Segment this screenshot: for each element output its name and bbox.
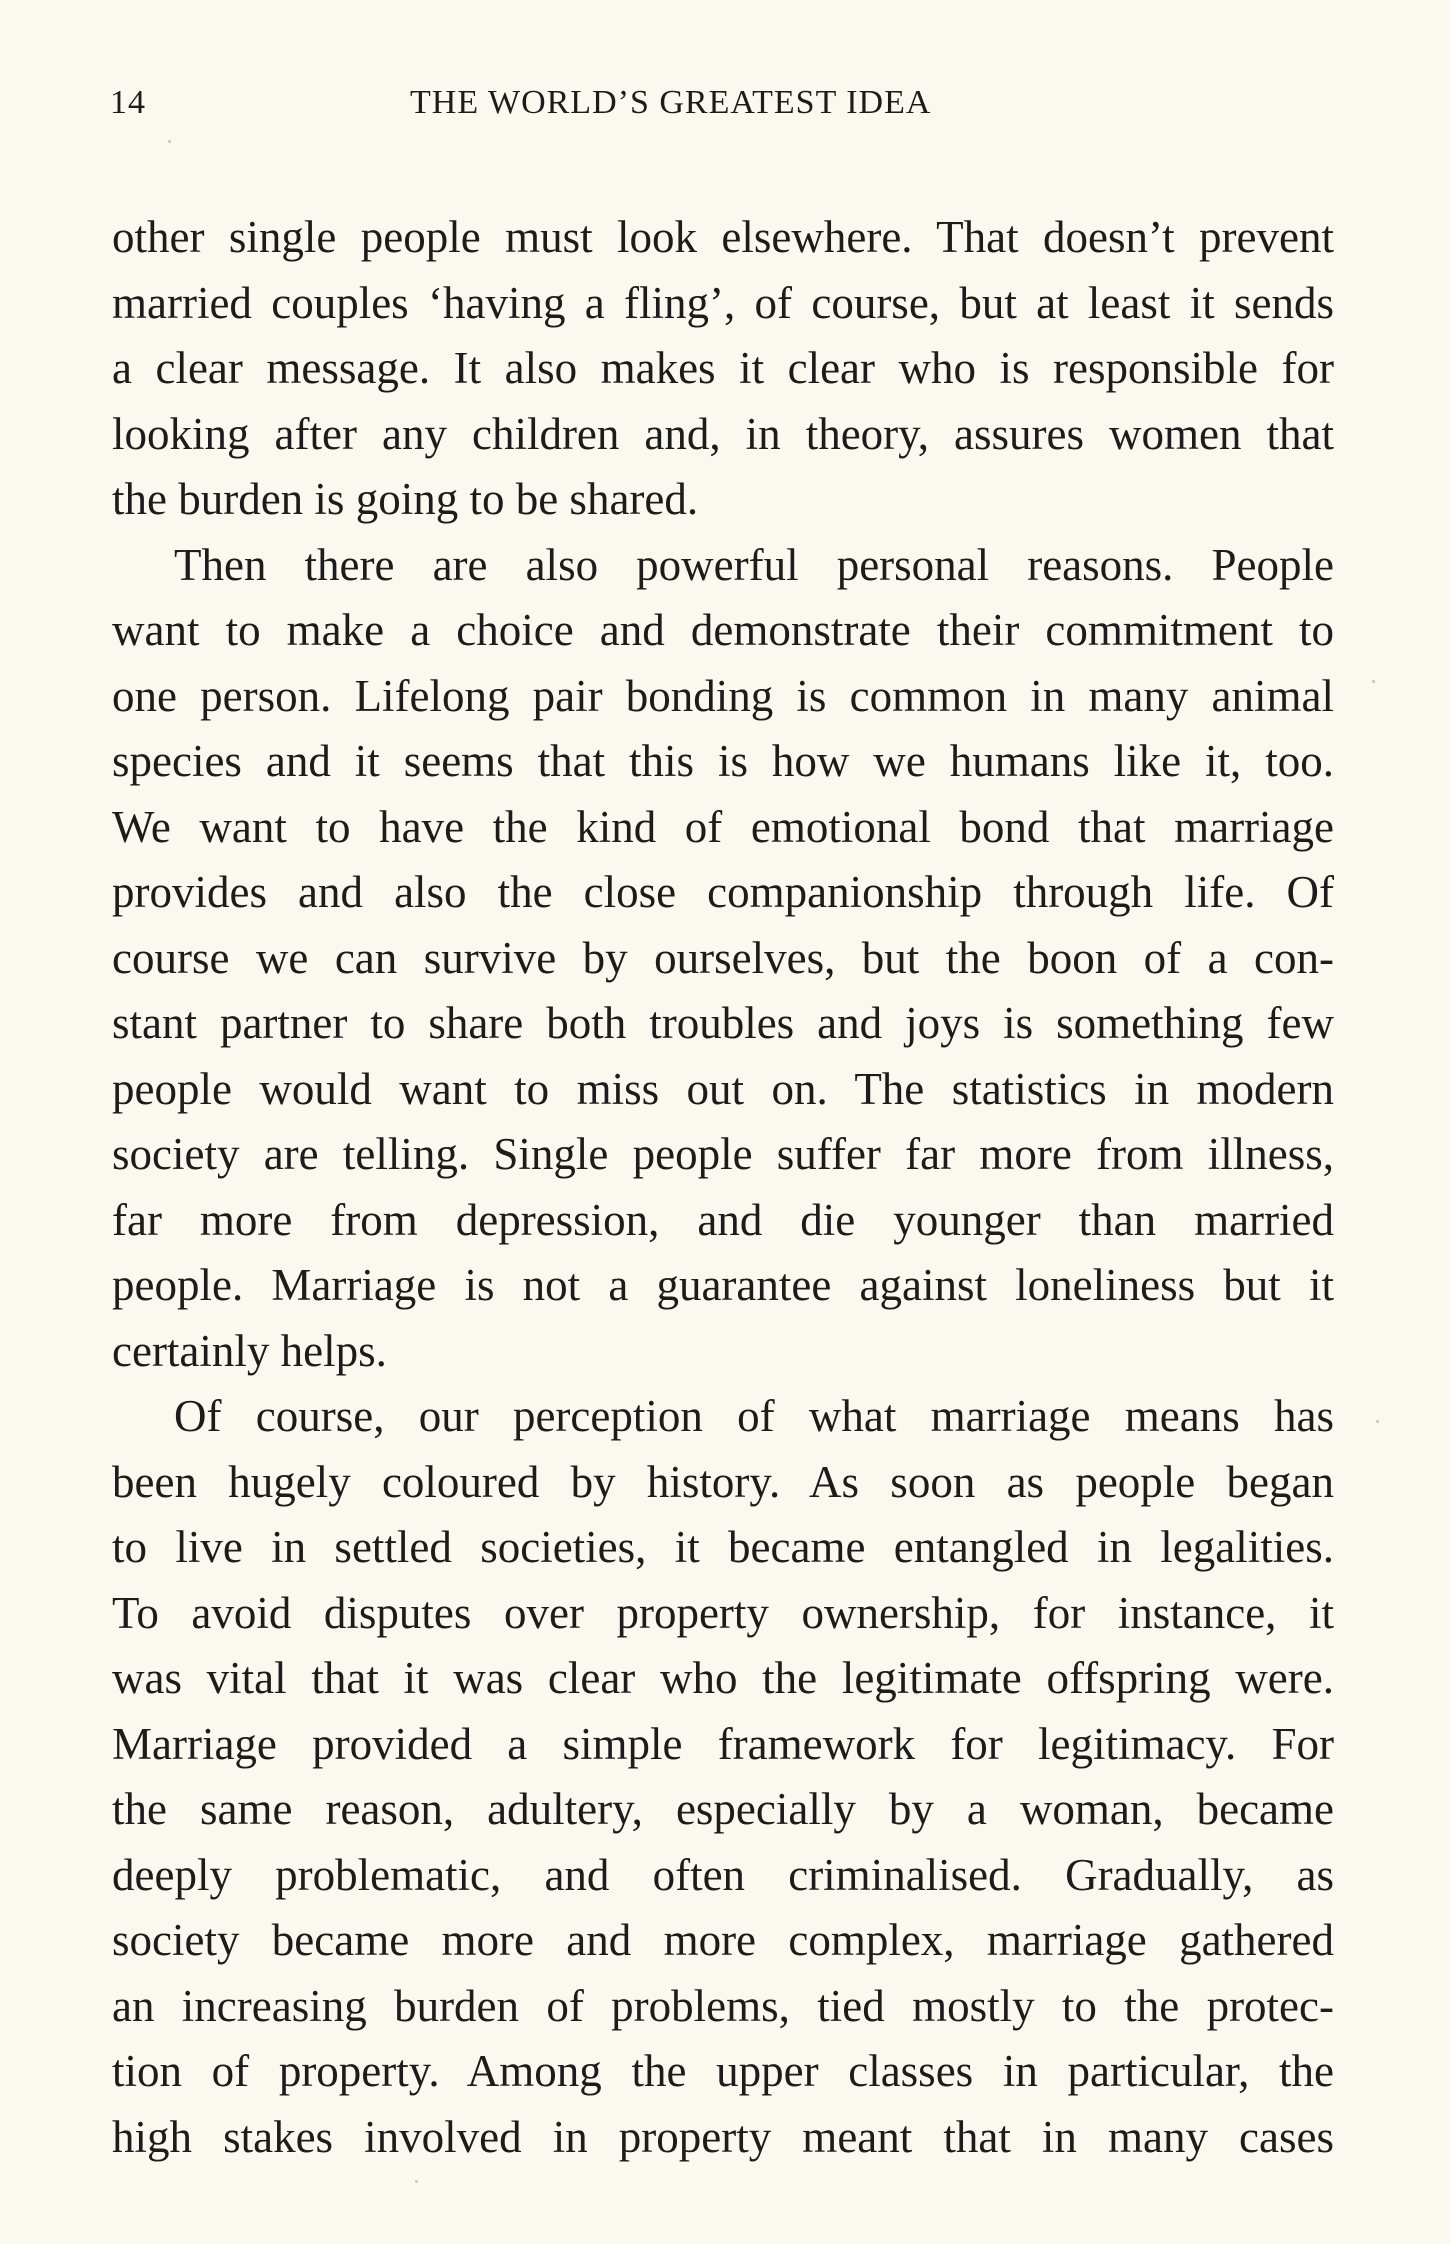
- body-text: [112, 205, 1334, 2170]
- text-line: society became more and more complex, marriage gathered: [112, 1915, 1334, 1965]
- text-line: course we can survive by ourselves, but the boon of a con-: [112, 932, 1334, 983]
- text-line: species and it seems that this is how we humans like it, too.: [112, 736, 1334, 786]
- text-line: looking after any children and, in theory, assures women that: [112, 408, 1334, 459]
- text-line: a clear message. It also makes it clear who is responsible for: [112, 343, 1334, 393]
- text-line: married couples ‘having a fling’, of course, but at least it sends: [112, 277, 1334, 328]
- text-line: society are telling. Single people suffer far more from illness,: [112, 1129, 1334, 1179]
- text-line: stant partner to share both troubles and joys is something few: [112, 998, 1334, 1048]
- text-line: an increasing burden of problems, tied mostly to the protec-: [112, 1980, 1334, 2031]
- text-line: want to make a choice and demonstrate their commitment to: [112, 605, 1334, 655]
- text-line: far more from depression, and die younger than married: [112, 1194, 1334, 1245]
- paper-speck: [168, 140, 171, 143]
- text-line: been hugely coloured by history. As soon as people began: [112, 1456, 1334, 1507]
- text-line: the burden is going to be shared.: [112, 474, 699, 524]
- text-line: provides and also the close companionship through life. Of: [112, 867, 1334, 917]
- running-head: [110, 84, 1340, 134]
- paragraph-first-line: Then there are also powerful personal reasons. People: [174, 539, 1334, 590]
- paragraph-first-line: Of course, our perception of what marriage means has: [174, 1391, 1334, 1441]
- text-line: Marriage provided a simple framework for legitimacy. For: [112, 1718, 1334, 1769]
- text-line: high stakes involved in property meant that in many cases: [112, 2111, 1334, 2162]
- text-line: one person. Lifelong pair bonding is common in many animal: [112, 670, 1334, 721]
- running-title: THE WORLD’S GREATEST IDEA: [410, 84, 932, 121]
- text-line: was vital that it was clear who the legitimate offspring were.: [112, 1653, 1334, 1703]
- text-line: people. Marriage is not a guarantee against loneliness but it: [112, 1260, 1334, 1310]
- paper-speck: [415, 2180, 418, 2183]
- text-line: deeply problematic, and often criminalised. Gradually, as: [112, 1849, 1334, 1900]
- paper-speck: [1376, 1420, 1379, 1423]
- text-line: to live in settled societies, it became entangled in legalities.: [112, 1522, 1334, 1572]
- text-line: tion of property. Among the upper classes in particular, the: [112, 2046, 1334, 2096]
- text-line: certainly helps.: [112, 1325, 387, 1376]
- page-number: 14: [110, 84, 146, 121]
- text-line: other single people must look elsewhere. That doesn’t prevent: [112, 212, 1334, 262]
- text-line: people would want to miss out on. The statistics in modern: [112, 1063, 1334, 1114]
- text-line: To avoid disputes over property ownership, for instance, it: [112, 1587, 1334, 1638]
- text-line: the same reason, adultery, especially by a woman, became: [112, 1784, 1334, 1834]
- paper-speck: [1372, 680, 1375, 683]
- text-line: We want to have the kind of emotional bond that marriage: [112, 801, 1334, 852]
